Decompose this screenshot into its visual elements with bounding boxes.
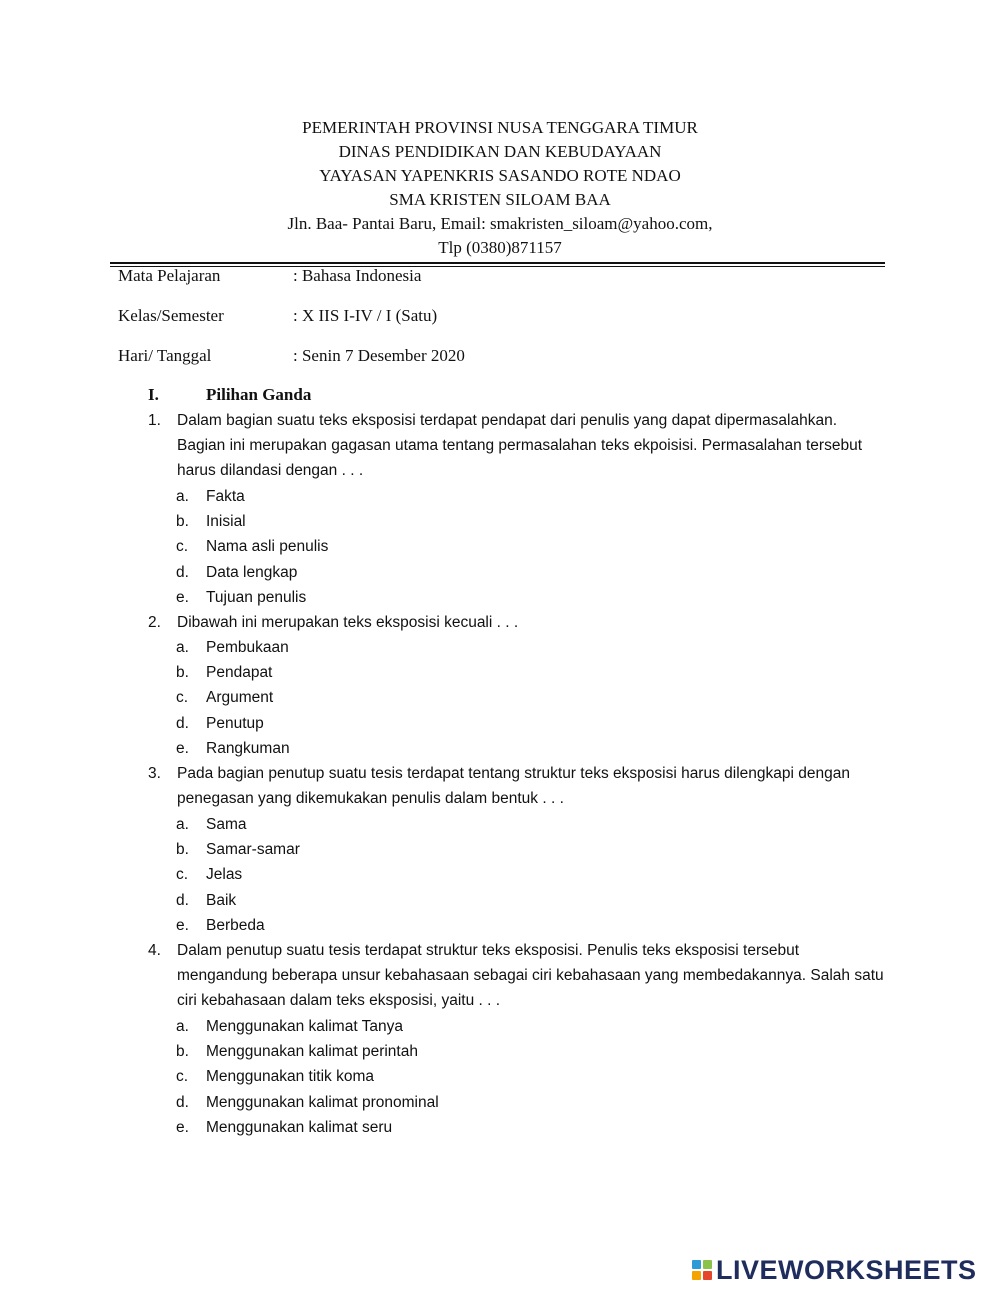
option-letter: a.: [176, 816, 189, 833]
header-school-name: SMA KRISTEN SILOAM BAA: [389, 190, 611, 209]
header-divider-thin: [110, 266, 885, 267]
option-text: Baik: [206, 891, 237, 909]
meta-class-label: Kelas/Semester: [118, 306, 224, 325]
question-text: Dalam bagian suatu teks eksposisi terdapat pendapat dari penulis yang dapat dipermasalahkan. Bagian ini merupakan gagasan utama tentang permasalahan teks ekpoisisi. Permasalahan tersebut harus dilandasi dengan . . .: [177, 412, 863, 480]
option-text: Rangkuman: [206, 739, 290, 757]
option-text: Pembukaan: [206, 639, 289, 656]
question-2: [148, 610, 888, 635]
option-letter: d.: [176, 563, 189, 581]
header-government: PEMERINTAH PROVINSI NUSA TENGGARA TIMUR: [302, 118, 698, 137]
option-text: Menggunakan kalimat pronominal: [206, 1093, 439, 1111]
section-number: I.: [148, 385, 159, 404]
option-letter: c.: [176, 866, 189, 884]
option-letter: b.: [176, 1043, 189, 1061]
option-text: Inisial: [206, 513, 246, 531]
question-number: 3.: [148, 765, 161, 782]
logo-block-1: [692, 1260, 701, 1269]
option-text: Pendapat: [206, 664, 273, 682]
liveworksheets-logo-icon: [692, 1260, 712, 1280]
option-letter: b.: [176, 841, 189, 859]
option-text: Menggunakan kalimat perintah: [206, 1043, 418, 1061]
option-text: Berbeda: [206, 916, 265, 934]
option-letter: d.: [176, 891, 189, 909]
section-title: Pilihan Ganda: [206, 385, 312, 404]
option-text: Tujuan penulis: [206, 588, 307, 606]
question-number: 1.: [148, 412, 161, 429]
question-1: [148, 408, 888, 484]
question-text: Dibawah ini merupakan teks eksposisi kecuali . . .: [177, 614, 519, 631]
meta-subject-label: Mata Pelajaran: [118, 266, 221, 285]
meta-date-value: : Senin 7 Desember 2020: [293, 346, 465, 365]
option-text: Jelas: [206, 866, 243, 884]
option-letter: e.: [176, 588, 189, 606]
option-letter: a.: [176, 488, 189, 505]
option-letter: c.: [176, 689, 189, 707]
option-text: Menggunakan kalimat seru: [206, 1118, 393, 1136]
option-text: Argument: [206, 689, 274, 707]
logo-block-4: [703, 1271, 712, 1280]
option-letter: a.: [176, 639, 189, 656]
option-text: Data lengkap: [206, 563, 298, 581]
option-text: Menggunakan kalimat Tanya: [206, 1018, 404, 1035]
meta-subject-value: : Bahasa Indonesia: [293, 266, 422, 285]
header-phone: Tlp (0380)871157: [438, 238, 562, 257]
option-letter: c.: [176, 1068, 189, 1086]
logo-block-2: [703, 1260, 712, 1269]
option-text: Menggunakan titik koma: [206, 1068, 375, 1086]
option-letter: e.: [176, 739, 189, 757]
option-letter: e.: [176, 916, 189, 934]
header-foundation: YAYASAN YAPENKRIS SASANDO ROTE NDAO: [319, 166, 681, 185]
option-letter: c.: [176, 538, 189, 556]
meta-class-value: : X IIS I-IV / I (Satu): [293, 306, 438, 325]
option-text: Nama asli penulis: [206, 538, 329, 556]
question-number: 4.: [148, 942, 161, 959]
option-letter: d.: [176, 1093, 189, 1111]
option-letter: e.: [176, 1118, 189, 1136]
question-number: 2.: [148, 614, 161, 631]
option-letter: d.: [176, 714, 189, 732]
liveworksheets-logo: [692, 1255, 977, 1285]
liveworksheets-logo-text: LIVEWORKSHEETS: [716, 1254, 977, 1285]
question-4: [148, 938, 888, 1014]
option-text: Penutup: [206, 714, 264, 732]
letterhead: [100, 116, 900, 260]
option-letter: a.: [176, 1018, 189, 1035]
header-divider-thick: [110, 262, 885, 264]
question-text: Dalam penutup suatu tesis terdapat struktur teks eksposisi. Penulis teks eksposisi tersebut mengandung beberapa unsur kebahasaan sebagai ciri kebahasaan yang membedakannya. Salah satu ciri kebahasaan dalam teks eksposisi, yaitu . . .: [177, 942, 884, 1010]
header-department: DINAS PENDIDIKAN DAN KEBUDAYAAN: [338, 142, 662, 161]
option-text: Samar-samar: [206, 841, 300, 859]
option-text: Fakta: [206, 488, 245, 505]
option-letter: b.: [176, 664, 189, 682]
question-text: Pada bagian penutup suatu tesis terdapat tentang struktur teks eksposisi harus dilengkapi dengan penegasan yang dikemukakan penulis dalam bentuk . . .: [177, 765, 850, 808]
meta-date-label: Hari/ Tanggal: [118, 346, 212, 365]
header-address: Jln. Baa- Pantai Baru, Email: smakristen_siloam@yahoo.com,: [287, 214, 713, 233]
option-letter: b.: [176, 513, 189, 531]
logo-block-3: [692, 1271, 701, 1280]
question-3: [148, 761, 888, 811]
option-text: Sama: [206, 816, 247, 833]
